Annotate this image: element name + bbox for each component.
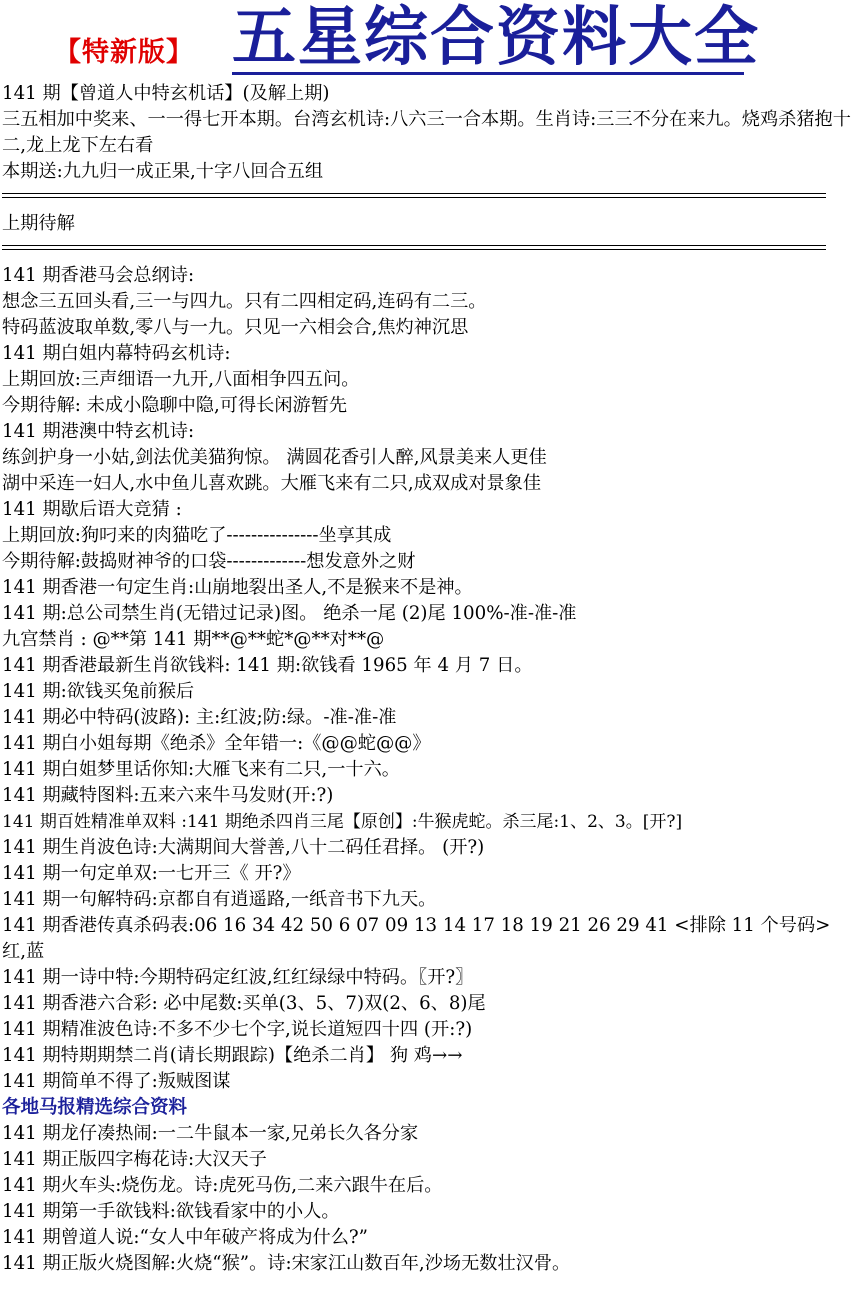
edition-badge: 【特新版】 [54,37,194,68]
text-line: 141 期曾道人说:“女人中年破产将成为什么?” [2,1227,368,1248]
text-line: 今期待解:鼓捣财神爷的口袋-------------想发意外之财 [2,551,416,572]
page-title: 五星综合资料大全 [232,1,760,75]
text-line: 141 期香港最新生肖欲钱料: 141 期:欲钱看 1965 年 4 月 7 日。 [2,655,533,676]
text-line: 141 期白姐内幕特码玄机诗: [2,343,231,364]
text-line: 三五相加中奖来、一一得七开本期。台湾玄机诗:八六三一合本期。生肖诗:三三不分在来九。烧鸡杀猪抱十二,龙上龙下左右看 [2,109,851,156]
text-line: 上期回放:三声细语一九开,八面相争四五问。 [2,369,360,390]
double-separator [2,237,852,263]
text-line: 141 期第一手欲钱料:欲钱看家中的小人。 [2,1201,340,1222]
text-line: 141 期龙仔凑热闹:一二牛鼠本一家,兄弟长久各分家 [2,1123,419,1144]
text-line: 九宫禁肖 : @**第 141 期**@**蛇*@**对**@ [2,629,385,650]
text-line: 141 期精准波色诗:不多不少七个字,说长道短四十四 (开:?) [2,1019,473,1040]
section-heading: 各地马报精选综合资料 [2,1097,188,1118]
text-line: 141 期必中特码(波路): 主:红波;防:绿。-准-准-准 [2,707,397,728]
text-line: 141 期正版四字梅花诗:大汉天子 [2,1149,267,1170]
text-line: 141 期香港一句定生肖:山崩地裂出圣人,不是猴来不是神。 [2,577,473,598]
text-line: 湖中采连一妇人,水中鱼儿喜欢跳。大雁飞来有二只,成双成对景象佳 [2,473,542,494]
text-line: 141 期火车头:烧伤龙。诗:虎死马伤,二来六跟牛在后。 [2,1175,443,1196]
text-line: 本期送:九九归一成正果,十字八回合五组 [2,161,324,182]
main-list [2,263,852,1095]
text-line: 141 期一句定单双:一七开三《 开?》 [2,863,301,884]
text-line: 141 期香港传真杀码表:06 16 34 42 50 6 07 09 13 14 17 18 19 21 26 29 41 <排除 11 个号码>红,蓝 [2,915,831,962]
section2-list [2,1121,852,1277]
text-line: 141 期:欲钱买兔前猴后 [2,681,195,702]
text-line: 141 期藏特图料:五来六来牛马发财(开:?) [2,785,334,806]
page-header [0,0,854,82]
text-line: 141 期正版火烧图解:火烧“猴”。诗:宋家江山数百年,沙场无数壮汉骨。 [2,1253,571,1274]
title-underline [232,72,744,75]
text-line: 141 期一诗中特:今期特码定红波,红红绿绿中特码。〖开?〗 [2,967,474,988]
text-line: 想念三五回头看,三一与四九。只有二四相定码,连码有二三。 [2,291,487,312]
text-line: 141 期港澳中特玄机诗: [2,421,195,442]
text-line: 141 期白小姐每期《绝杀》全年错一:《@@蛇@@》 [2,733,431,754]
text-line: 141 期白姐梦里话你知:大雁飞来有二只,一十六。 [2,759,400,780]
waiting-label: 上期待解 [2,213,75,234]
text-line: 141 期香港六合彩: 必中尾数:买单(3、5、7)双(2、6、8)尾 [2,993,486,1014]
document-body [2,81,852,1277]
text-line: 141 期歇后语大竞猜 : [2,499,182,520]
text-line: 141 期生肖波色诗:大满期间大誉善,八十二码任君择。 (开?) [2,837,485,858]
text-line: 141 期百姓精准单双料 :141 期绝杀四肖三尾【原创】:牛猴虎蛇。杀三尾:1、2、3。[开?] [2,812,683,832]
text-line: 141 期一句解特码:京都自有逍遥路,一纸音书下九天。 [2,889,437,910]
text-line: 今期待解: 未成小隐聊中隐,可得长闲游暂先 [2,395,348,416]
text-line: 特码蓝波取单数,零八与一九。只见一六相会合,焦灼神沉思 [2,317,469,338]
text-line: 141 期香港马会总纲诗: [2,265,195,286]
text-line: 141 期简单不得了:叛贼图谋 [2,1071,231,1092]
text-line: 上期回放:狗叼来的肉猫吃了---------------坐享其成 [2,525,392,546]
text-line: 141 期特期期禁二肖(请长期跟踪)【绝杀二肖】 狗 鸡→→ [2,1045,463,1066]
double-separator [2,185,852,211]
text-line: 141 期【曾道人中特玄机话】(及解上期) [2,83,330,104]
text-line: 练剑护身一小姑,剑法优美猫狗惊。 满圆花香引人醉,风景美来人更佳 [2,447,547,468]
text-line: 141 期:总公司禁生肖(无错过记录)图。 绝杀一尾 (2)尾 100%-准-准-准 [2,603,577,624]
